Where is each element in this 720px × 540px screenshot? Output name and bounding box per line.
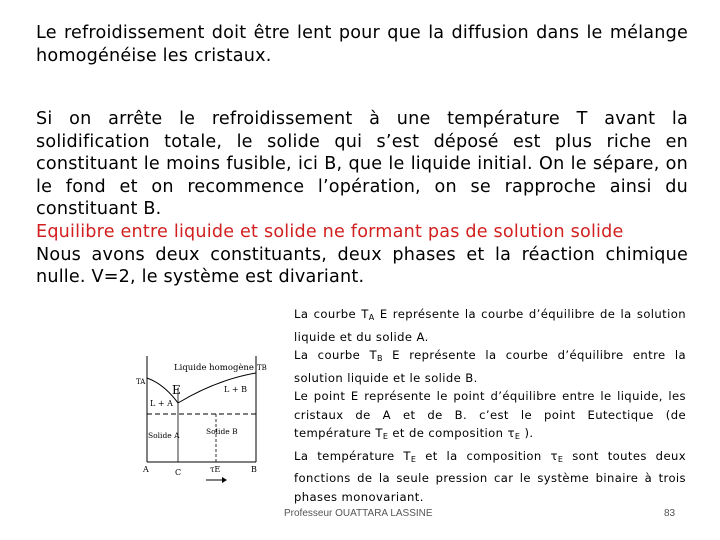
- footer-author: Professeur OUATTARA LASSINE: [284, 508, 433, 519]
- l-plus-b-label: L + B: [224, 385, 247, 394]
- page-number: 83: [664, 508, 676, 519]
- description-line-ta: La courbe $T_A$ E représente la courbe d’équilibre de la solution liquide et du solide A.: [294, 307, 686, 344]
- paragraph-refining: [36, 108, 688, 221]
- solide-b-label: Solide B: [206, 427, 238, 436]
- paragraph-refining-text: Si on arrête le refroidissement à une température T avant la solidification totale, le solide qui s’est déposé est plus riche en constituant le moins fusible, ici B, que le liquide initial. On le sépare, on le fond et on recommence l’opération, on se rapproche ainsi du constituant B.: [36, 109, 688, 219]
- axis-a-label: A: [143, 465, 149, 474]
- description-line-tb: La courbe $T_B$ E représente la courbe d’équilibre entre la solution liquide et le solide B.: [294, 348, 686, 385]
- axis-b-label: B: [251, 465, 257, 474]
- composition-arrow-head: [222, 477, 227, 483]
- diagram-description: [294, 305, 686, 506]
- section-equilibrium: [36, 221, 688, 289]
- solide-a-label: Solide A: [148, 431, 180, 440]
- phase-diagram: [136, 348, 271, 490]
- ta-label: TA: [136, 378, 146, 386]
- l-plus-a-label: L + A: [150, 399, 173, 408]
- description-line-pressure: La température $T_E$ et la composition $\tau_E$ sont toutes deux fonctions de la seule pression car le système binaire à trois phases monovariant.: [294, 448, 686, 504]
- tb-label: TB: [257, 364, 267, 372]
- liquid-label: Liquide homogène: [174, 363, 254, 373]
- description-line-eutectic: Le point E représente le point d’équilibre entre le liquide, les cristaux de A et de B. c’est le point Eutectique (de température $T_E$ et de composition $\tau_E$ ).: [294, 389, 686, 441]
- axis-c-label: C: [175, 468, 182, 477]
- axis-tau-label: τE: [210, 465, 221, 474]
- section-heading: Equilibre entre liquide et solide ne formant pas de solution solide: [36, 222, 624, 242]
- section-body: Nous avons deux constituants, deux phases et la réaction chimique nulle. V=2, le système est divariant.: [36, 244, 688, 287]
- paragraph-cooling: [36, 22, 688, 67]
- point-e-label: E: [172, 383, 181, 397]
- paragraph-cooling-text: Le refroidissement doit être lent pour que la diffusion dans le mélange homogénéise les cristaux.: [36, 23, 688, 66]
